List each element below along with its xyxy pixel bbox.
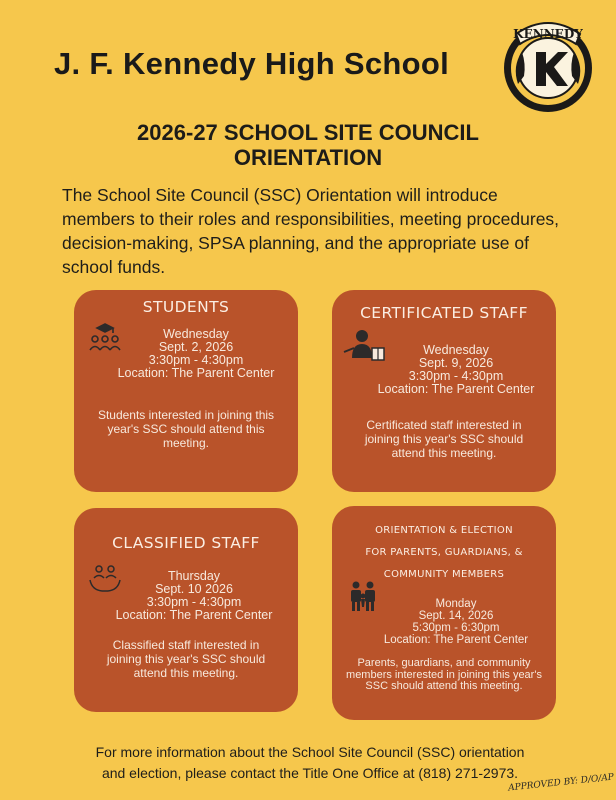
card-note: Classified staff interested in joining this year's SSC should attend this meeting.: [106, 638, 266, 680]
certificated-staff-card: [332, 290, 556, 492]
card-title: STUDENTS: [142, 298, 230, 316]
card-title: CLASSIFIED STAFF: [112, 534, 260, 552]
event-location: Location: The Parent Center: [377, 382, 535, 396]
event-time: 3:30pm - 4:30pm: [148, 353, 244, 367]
parents-community-card: [332, 506, 556, 720]
card-title-line-1: ORIENTATION & ELECTION: [375, 525, 513, 536]
card-note: Students interested in joining this year's SSC should attend this meeting.: [97, 408, 275, 450]
school-name: J. F. Kennedy High School: [54, 46, 450, 81]
event-date: Sept. 2, 2026: [158, 340, 234, 354]
event-time: 5:30pm - 6:30pm: [412, 622, 500, 634]
event-day: Wednesday: [423, 343, 489, 357]
classified-staff-card: [74, 508, 298, 712]
event-day: Monday: [435, 598, 477, 610]
title-line-1: 2026-27 SCHOOL SITE COUNCIL: [137, 120, 479, 145]
school-logo: [496, 14, 600, 118]
event-date: Sept. 9, 2026: [418, 356, 494, 370]
event-location: Location: The Parent Center: [117, 366, 275, 380]
event-day: Wednesday: [163, 327, 229, 341]
event-time: 3:30pm - 4:30pm: [146, 595, 242, 609]
event-location: Location: The Parent Center: [115, 608, 273, 622]
intro-paragraph: The School Site Council (SSC) Orientation will introduce members to their roles and responsibilities, meeting procedures, decision-making, SPSA planning, and the appropriate use of school funds.: [62, 185, 560, 277]
event-time: 3:30pm - 4:30pm: [408, 369, 504, 383]
students-card: [74, 290, 298, 492]
event-details: [90, 570, 298, 622]
card-title: CERTIFICATED STAFF: [360, 304, 528, 322]
event-location: Location: The Parent Center: [383, 634, 529, 646]
event-details: [94, 328, 298, 380]
footer-line-2: and election, please contact the Title One Office at (818) 271-2973.: [101, 765, 519, 781]
card-title-line-2: FOR PARENTS, GUARDIANS, &: [365, 547, 523, 558]
approval-signature: APPROVED BY: D/O/AP: [507, 772, 615, 794]
event-date: Sept. 14, 2026: [418, 610, 494, 622]
event-date: Sept. 10 2026: [155, 582, 233, 596]
logo-text: KENNEDY: [513, 27, 583, 41]
footer-line-1: For more information about the School Site Council (SSC) orientation: [95, 744, 525, 760]
page-title: [0, 120, 616, 170]
event-day: Thursday: [167, 569, 221, 583]
event-details: [356, 344, 556, 396]
title-line-2: ORIENTATION: [233, 145, 383, 170]
card-title-line-3: COMMUNITY MEMBERS: [383, 569, 505, 580]
card-note: Parents, guardians, and community members interested in joining this year's SSC should attend this meeting.: [346, 657, 542, 692]
card-note: Certificated staff interested in joining this year's SSC should attend this meeting.: [364, 418, 524, 460]
card-title: [332, 520, 556, 586]
event-details: [356, 598, 556, 646]
contact-footer: [40, 742, 580, 784]
